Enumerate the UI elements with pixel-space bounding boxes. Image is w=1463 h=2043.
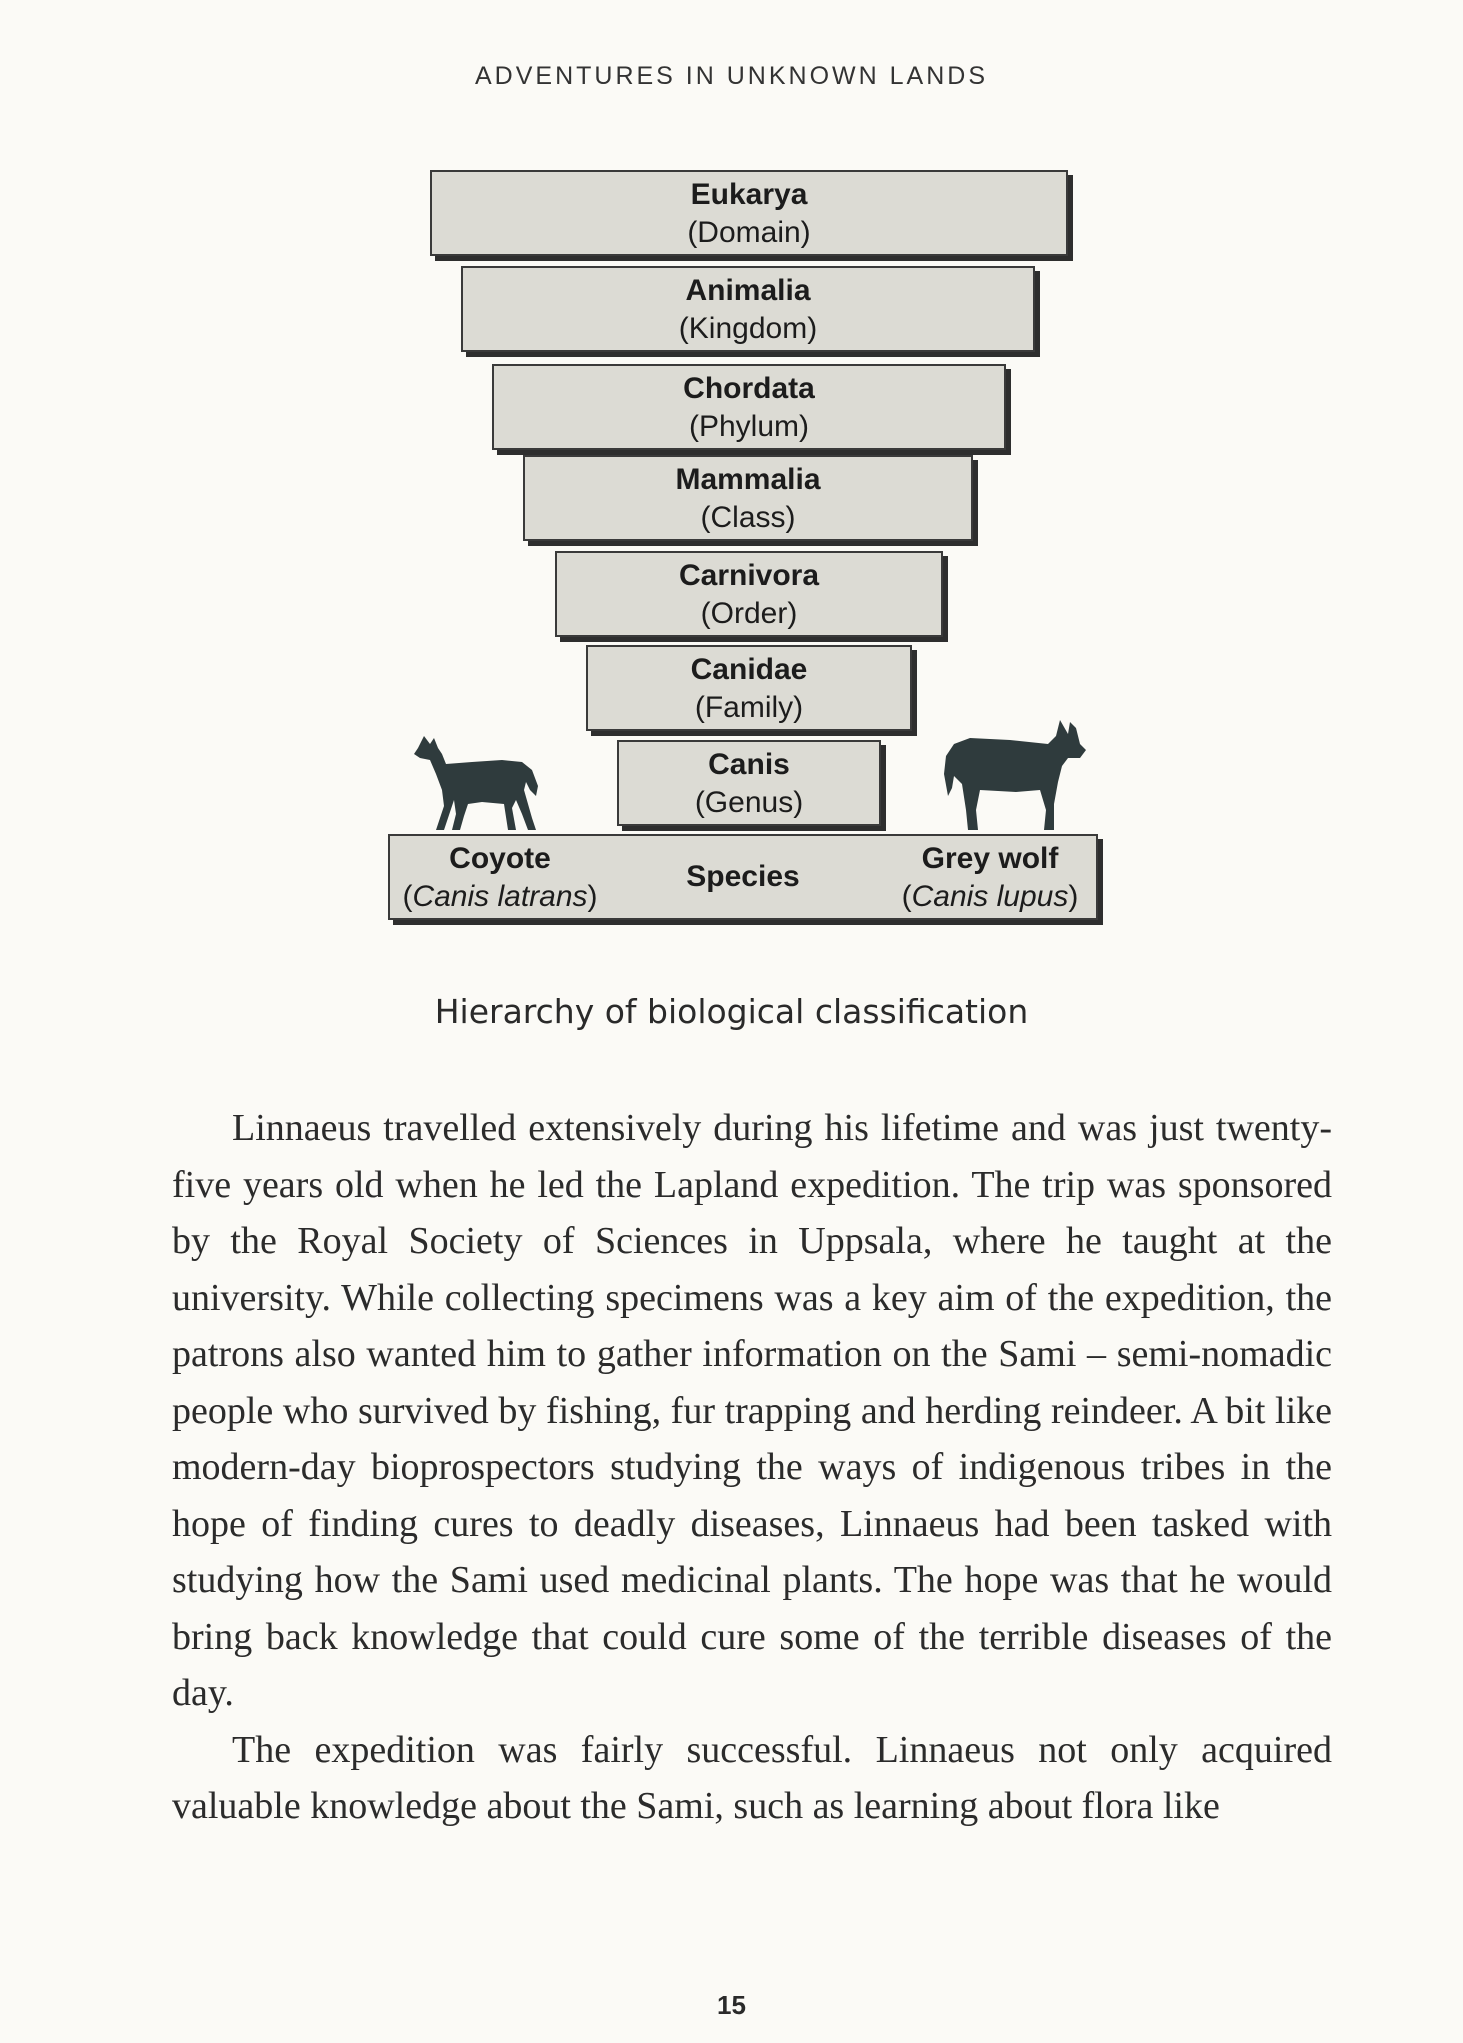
rank-domain [430, 170, 1068, 256]
paragraph: Linnaeus travelled extensively during his lifetime and was just twenty-five years old when he led the Lapland expedition. The trip was sponsored by the Royal Society of Sciences in Uppsala, where he taught at the university. While collecting specimens was a key aim of the expedition, the patrons also wanted him to gather information on the Sami – semi-nomadic people who survived by fishing, fur trapping and herding reindeer. A bit like modern-day bioprospectors studying the ways of indigenous tribes in the hope of finding cures to deadly diseases, Linnaeus had been tasked with studying how the Sami used medicinal plants. The hope was that he would bring back knowledge that could cure some of the terrible diseases of the day. [172, 1107, 1332, 1714]
rank-level: (Family) [694, 691, 804, 724]
rank-name: Canidae [690, 653, 808, 686]
rank-class [523, 455, 973, 541]
paragraph: The expedition was fairly successful. Linnaeus not only acquired valuable knowledge about the Sami, such as learning about flora like [172, 1728, 1332, 1827]
rank-name: Animalia [685, 274, 811, 307]
rank-family [586, 645, 912, 731]
rank-genus [617, 740, 881, 826]
page-number: 15 [717, 1990, 746, 2020]
rank-level: (Order) [700, 597, 798, 630]
figure-caption: Hierarchy of biological classification [434, 992, 1029, 1031]
wolf-icon [940, 714, 1088, 834]
rank-name: Eukarya [690, 178, 808, 211]
rank-level: (Domain) [687, 216, 811, 249]
species-label: Species [686, 860, 800, 893]
rank-name: Chordata [683, 372, 815, 405]
coyote-icon [412, 734, 544, 834]
body-text [172, 1100, 1332, 1835]
rank-species [388, 834, 1098, 920]
rank-kingdom [461, 266, 1035, 352]
rank-name: Carnivora [678, 559, 820, 592]
rank-name: Mammalia [675, 463, 821, 496]
rank-level: (Genus) [694, 786, 804, 819]
species-common-name: Grey wolf [921, 842, 1059, 875]
rank-name: Canis [708, 748, 790, 781]
running-head: ADVENTURES IN UNKNOWN LANDS [475, 62, 988, 90]
rank-level: (Kingdom) [678, 312, 818, 345]
rank-level: (Phylum) [688, 410, 809, 443]
species-latin-name: (Canis lupus) [901, 880, 1079, 913]
rank-level: (Class) [700, 501, 796, 534]
species-common-name: Coyote [449, 842, 551, 875]
species-latin-name: (Canis latrans) [402, 880, 598, 913]
rank-order [555, 551, 943, 637]
classification-diagram [0, 0, 1463, 940]
species-grey-wolf [890, 840, 1090, 916]
rank-phylum [492, 364, 1006, 450]
